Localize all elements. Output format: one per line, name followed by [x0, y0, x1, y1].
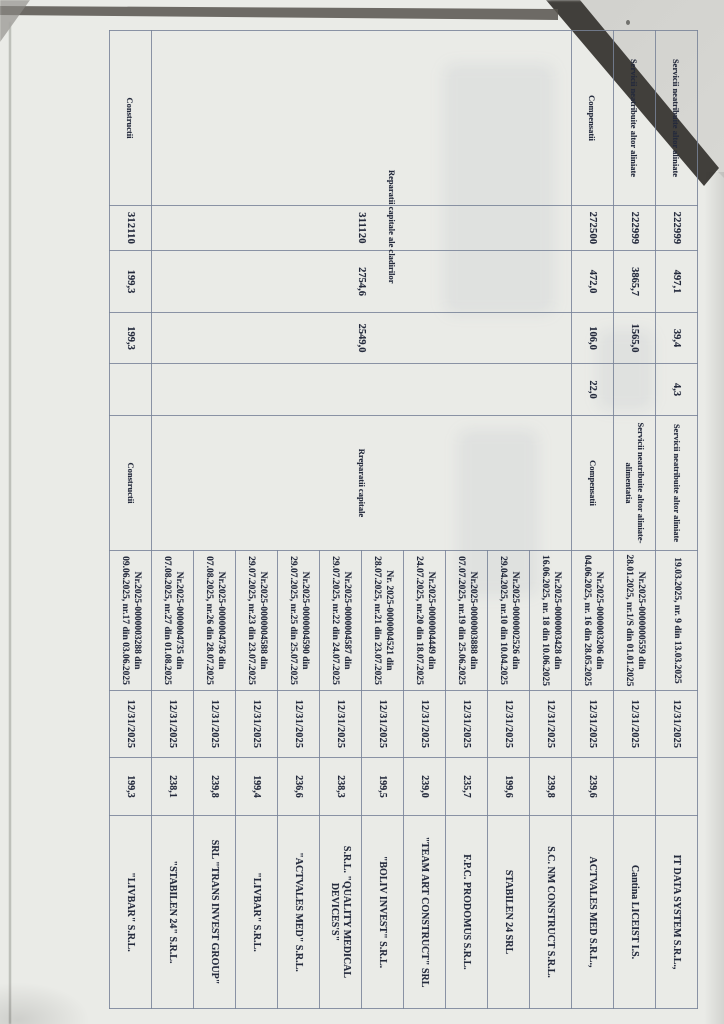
- cell-due-date: 12/31/2025: [362, 691, 404, 758]
- cell-due-date: 12/31/2025: [656, 691, 698, 758]
- cell-contract: Nr.2025-0000004735 din 07.08.2025, nr.27 din 01.08.2025: [152, 551, 194, 691]
- cell-contract: Nr.2025-0000004736 din 07.08.2025, nr.26 din 28.07.2025: [194, 551, 236, 691]
- cell-code: 312110: [110, 206, 152, 251]
- cell-code: 272500: [572, 206, 614, 251]
- cell-amount: [614, 758, 656, 816]
- cell-contract: Nr. 2025-0000004521 din 28.07.2025, nr.21 din 23.07.2025: [362, 551, 404, 691]
- cell-due-date: 12/31/2025: [320, 691, 362, 758]
- cell-due-date: 12/31/2025: [110, 691, 152, 758]
- cell-supplier: "STABILEN 24" S.R.L.: [152, 816, 194, 1009]
- cell-amount: 239,8: [530, 758, 572, 816]
- cell-supplier: SRL "TRANS INVEST GROUP": [194, 816, 236, 1009]
- cell-amount: 239,0: [404, 758, 446, 816]
- repair-group-label: Reparatii capitale ale cladirilor: [387, 170, 397, 284]
- cell-supplier: ACTVALES MED S.R.L.,: [572, 816, 614, 1009]
- cell-supplier: F.P.C. PRODOMUS S.R.L.: [446, 816, 488, 1009]
- scan-smudge: [0, 982, 90, 1024]
- cell-balance: [614, 364, 656, 416]
- cell-executed: 1565,0: [614, 313, 656, 364]
- cell-plan-group: 2754,6: [152, 251, 572, 313]
- cell-category: Servicii neatribuite altor aliniate: [614, 31, 656, 206]
- cell-amount: 239,8: [194, 758, 236, 816]
- cell-category2: Servicii neatribuite altor aliniate: [656, 416, 698, 551]
- scan-speck: [626, 20, 630, 25]
- cell-contract: Nr.2025-0000003206 din 04.06.2025, nr. 16 din 28.05.2025: [572, 551, 614, 691]
- cell-amount: 238,3: [320, 758, 362, 816]
- table-row: [530, 31, 572, 1009]
- cell-amount: 199,6: [488, 758, 530, 816]
- cell-executed: 39,4: [656, 313, 698, 364]
- cell-category2: Constructii: [110, 416, 152, 551]
- cell-code-group: 311120: [152, 206, 572, 251]
- cell-amount: 199,3: [110, 758, 152, 816]
- table-row: [656, 31, 698, 1009]
- cell-supplier: "LIVBAR" S.R.L.: [236, 816, 278, 1009]
- table-row: [572, 31, 614, 1009]
- cell-executed: 106,0: [572, 313, 614, 364]
- cell-due-date: 12/31/2025: [530, 691, 572, 758]
- cell-due-date: 12/31/2025: [446, 691, 488, 758]
- page-left-edge-line: [9, 22, 11, 1024]
- cell-due-date: 12/31/2025: [572, 691, 614, 758]
- cell-category2-group: Rreparatii capitale: [152, 416, 572, 551]
- cell-amount: 199,4: [236, 758, 278, 816]
- table-row: [614, 31, 656, 1009]
- cell-balance: 22,0: [572, 364, 614, 416]
- cell-amount: 199,5: [362, 758, 404, 816]
- cell-plan: 472,0: [572, 251, 614, 313]
- cell-supplier: "ACTVALES MED" S.R.L.: [278, 816, 320, 1009]
- cell-contract: Nr.2025-0000004590 din 29.07.2025, nr.25 din 25.07.2025: [278, 551, 320, 691]
- cell-plan: 497,1: [656, 251, 698, 313]
- cell-balance-group: [152, 364, 572, 416]
- cell-due-date: 12/31/2025: [194, 691, 236, 758]
- cell-due-date: 12/31/2025: [236, 691, 278, 758]
- cell-supplier: IT DATA SYSTEM S.R.L.,: [656, 816, 698, 1009]
- cell-plan: 199,3: [110, 251, 152, 313]
- cell-contract: 19.03.2025, nr. 9 din 13.03.2025: [656, 551, 698, 691]
- cell-balance: 4,3: [656, 364, 698, 416]
- cell-supplier: "BOLIV INVEST" S.R.L.: [362, 816, 404, 1009]
- cell-supplier: "TEAM ART CONSTRUCT" SRL: [404, 816, 446, 1009]
- cell-contract: Nr.2025-0000004587 din 29.07.2025, nr.22 din 24.07.2025: [320, 551, 362, 691]
- page-right-edge-shade: [704, 172, 724, 1024]
- cell-category: Servicii neatribuite altor aliniate: [656, 31, 698, 206]
- cell-executed-group: 2549,0: [152, 313, 572, 364]
- cell-supplier: "LIVBAR" S.R.L.: [110, 816, 152, 1009]
- cell-contract: Nr.2025-0000003888 din 07.07.2025, nr.19 din 25.06.2025: [446, 551, 488, 691]
- cell-due-date: 12/31/2025: [614, 691, 656, 758]
- cell-code: 222999: [614, 206, 656, 251]
- rotated-table-container: [106, 30, 698, 1010]
- cell-supplier: STABILEN 24 SRL: [488, 816, 530, 1009]
- cell-category2: Servicii neatribuite altor aliniate- alimentatia: [614, 416, 656, 551]
- cell-amount: 235,7: [446, 758, 488, 816]
- cell-category: Constructii: [110, 31, 152, 206]
- cell-due-date: 12/31/2025: [404, 691, 446, 758]
- cell-category2: Compensatii: [572, 416, 614, 551]
- cell-due-date: 12/31/2025: [152, 691, 194, 758]
- cell-plan: 3865,7: [614, 251, 656, 313]
- cell-due-date: 12/31/2025: [278, 691, 320, 758]
- cell-supplier: Cantina LICEIST I.S.: [614, 816, 656, 1009]
- cell-executed: 199,3: [110, 313, 152, 364]
- cell-amount: [656, 758, 698, 816]
- cell-contract: Nr.2025-0000002526 din 29.04.2025, nr.10 din 10.04.2025: [488, 551, 530, 691]
- cell-category-group: [152, 31, 572, 206]
- cell-amount: 236,6: [278, 758, 320, 816]
- table-row: [110, 31, 152, 1009]
- budget-contracts-table: [109, 30, 698, 1009]
- cell-contract: Nr.2025-0000003428 din 16.06.2025, nr. 18 din 10.06.2025: [530, 551, 572, 691]
- cell-supplier: S.R.L. "QUALITY MEDICAL DEVICES'S": [320, 816, 362, 1009]
- cell-contract: Nr.2025-0000004588 din 29.07.2025, nr.23 din 23.07.2025: [236, 551, 278, 691]
- cell-contract: Nr.2025-0000004449 din 24.07.2025, nr.20 din 18.07.2025: [404, 551, 446, 691]
- cell-balance: [110, 364, 152, 416]
- cell-due-date: 12/31/2025: [488, 691, 530, 758]
- cell-amount: 239,6: [572, 758, 614, 816]
- cell-amount: 238,1: [152, 758, 194, 816]
- cell-supplier: S.C. NM CONSTRUCT S.R.L.: [530, 816, 572, 1009]
- cell-contract: Nr.2025-0000000559 din 28.01.2025, nr.1/S din 01.01.2025: [614, 551, 656, 691]
- cell-category: Compensatii: [572, 31, 614, 206]
- cell-code: 222999: [656, 206, 698, 251]
- cell-contract: Nr.2025-0000003288 din 09.06.2025, nr.17 din 03.06.2025: [110, 551, 152, 691]
